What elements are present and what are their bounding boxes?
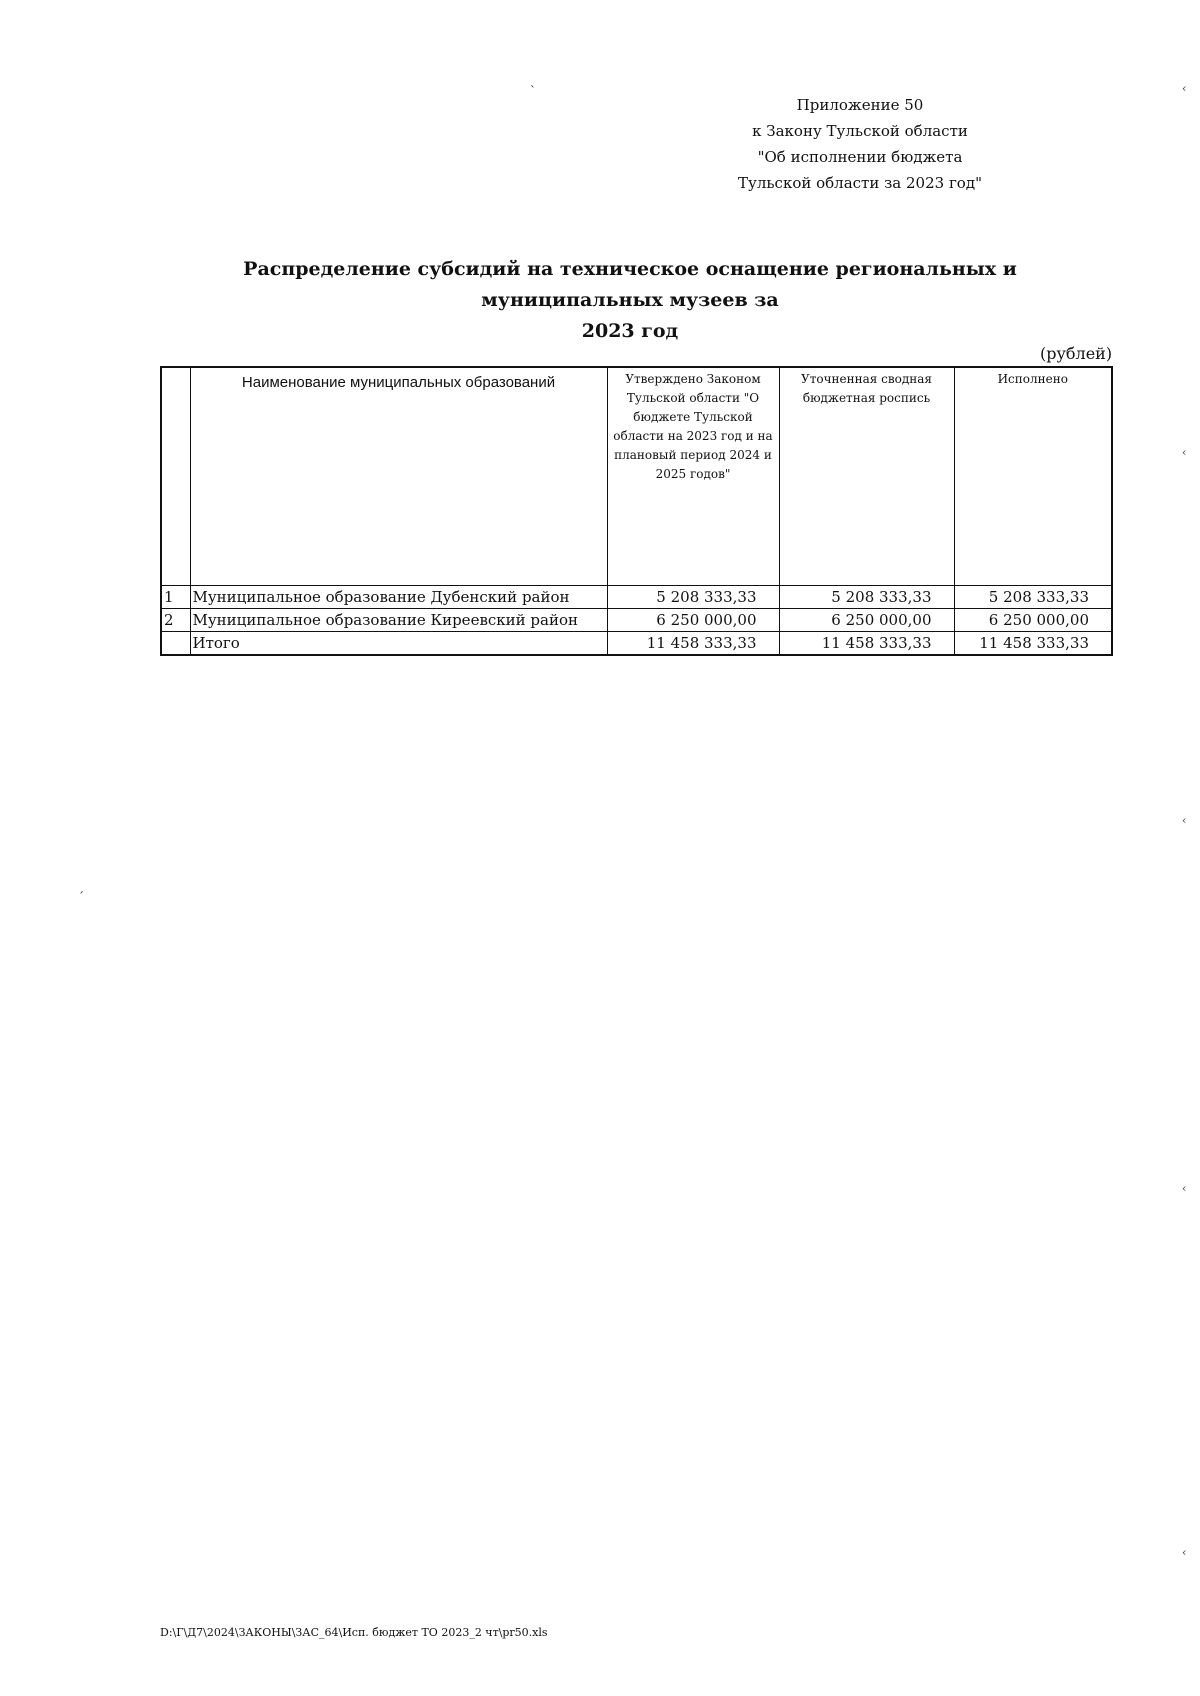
- row-index: 1: [161, 586, 190, 609]
- header-executed: Исполнено: [954, 367, 1112, 586]
- unit-label: (рублей): [1040, 344, 1113, 363]
- total-approved: 11 458 333,33: [607, 632, 779, 656]
- scan-margin-mark: ‹: [1182, 1546, 1187, 1559]
- total-revised: 11 458 333,33: [779, 632, 954, 656]
- scan-margin-mark: ‹: [1182, 82, 1187, 95]
- row-executed: 5 208 333,33: [954, 586, 1112, 609]
- table-row: [161, 609, 1112, 632]
- title-line-2: 2023 год: [581, 320, 679, 342]
- total-name: Итого: [190, 632, 607, 656]
- row-approved: 6 250 000,00: [607, 609, 779, 632]
- row-executed: 6 250 000,00: [954, 609, 1112, 632]
- row-revised: 6 250 000,00: [779, 609, 954, 632]
- scan-margin-mark: ‹: [1182, 814, 1187, 827]
- row-index: 2: [161, 609, 190, 632]
- appendix-line-3: "Об исполнении бюджета: [757, 148, 963, 166]
- scan-speck: `: [530, 84, 536, 98]
- table-total-row: [161, 632, 1112, 656]
- header-revised: Уточненная сводная бюджетная роспись: [779, 367, 954, 586]
- total-index: [161, 632, 190, 656]
- scan-margin-mark: ‹: [1182, 446, 1187, 459]
- row-revised: 5 208 333,33: [779, 586, 954, 609]
- row-name: Муниципальное образование Киреевский район: [190, 609, 607, 632]
- file-path-footer: D:\Г\Д7\2024\ЗАКОНЫ\ЗАС_64\Исп. бюджет ТО 2023_2 чт\pr50.xls: [160, 1626, 548, 1639]
- table-header-row: [161, 367, 1112, 586]
- appendix-header: [730, 92, 990, 196]
- table-row: [161, 586, 1112, 609]
- header-approved: Утверждено Законом Тульской области "О бюджете Тульской области на 2023 год и на плановый период 2024 и 2025 годов": [607, 367, 779, 586]
- scan-speck: ´: [78, 890, 84, 904]
- header-index: [161, 367, 190, 586]
- row-name: Муниципальное образование Дубенский район: [190, 586, 607, 609]
- appendix-line-1: Приложение 50: [796, 96, 924, 114]
- header-name: Наименование муниципальных образований: [190, 367, 607, 586]
- total-executed: 11 458 333,33: [954, 632, 1112, 656]
- appendix-line-4: Тульской области за 2023 год": [738, 174, 982, 192]
- subsidy-table: [160, 366, 1113, 656]
- scan-margin-mark: ‹: [1182, 1182, 1187, 1195]
- row-approved: 5 208 333,33: [607, 586, 779, 609]
- document-title: [150, 254, 1110, 347]
- appendix-line-2: к Закону Тульской области: [752, 122, 968, 140]
- title-line-1: Распределение субсидий на техническое оснащение региональных и муниципальных музеев за: [243, 258, 1017, 311]
